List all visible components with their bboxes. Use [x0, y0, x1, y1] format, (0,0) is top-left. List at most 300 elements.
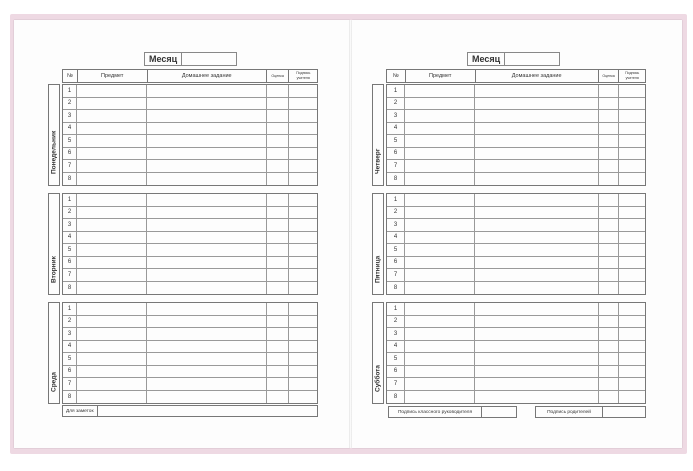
grade-cell[interactable]	[267, 85, 289, 97]
subject-cell[interactable]	[405, 257, 475, 269]
lesson-row	[387, 85, 645, 98]
homework-cell[interactable]	[475, 353, 599, 365]
lesson-row	[63, 316, 317, 329]
month-field-right[interactable]	[467, 52, 560, 66]
homework-cell[interactable]	[475, 135, 599, 147]
grade-cell[interactable]	[599, 366, 619, 378]
homework-cell[interactable]	[147, 366, 267, 378]
lesson-number: 6	[387, 148, 405, 160]
grade-cell[interactable]	[599, 316, 619, 328]
month-label: Месяц	[144, 52, 181, 66]
grade-cell[interactable]	[267, 232, 289, 244]
homework-cell[interactable]	[475, 148, 599, 160]
lesson-row	[63, 257, 317, 270]
lesson-number: 2	[63, 98, 77, 110]
homework-cell[interactable]	[147, 282, 267, 295]
subject-cell[interactable]	[405, 194, 475, 206]
col-grade-header: Оценка	[267, 70, 290, 82]
teacher-signature-cell[interactable]	[289, 123, 317, 135]
subject-cell[interactable]	[77, 366, 147, 378]
teacher-signature-cell[interactable]	[289, 303, 317, 315]
homework-cell[interactable]	[147, 328, 267, 340]
subject-cell[interactable]	[77, 110, 147, 122]
lesson-number: 4	[63, 341, 77, 353]
teacher-signature-cell[interactable]	[619, 316, 645, 328]
lesson-number: 7	[63, 269, 77, 281]
grade-cell[interactable]	[267, 366, 289, 378]
subject-cell[interactable]	[77, 219, 147, 231]
month-input[interactable]	[181, 52, 237, 66]
lesson-row	[63, 85, 317, 98]
subject-cell[interactable]	[77, 85, 147, 97]
subject-cell[interactable]	[77, 244, 147, 256]
lesson-number: 4	[63, 123, 77, 135]
day-name: Пятница	[374, 255, 382, 283]
subject-cell[interactable]	[405, 110, 475, 122]
lesson-row	[387, 303, 645, 316]
lesson-number: 8	[63, 173, 77, 186]
lesson-number: 3	[63, 219, 77, 231]
subject-cell[interactable]	[405, 148, 475, 160]
homework-cell[interactable]	[475, 257, 599, 269]
teacher-signature-cell[interactable]	[619, 135, 645, 147]
grade-cell[interactable]	[599, 110, 619, 122]
homework-cell[interactable]	[475, 391, 599, 404]
homework-cell[interactable]	[475, 378, 599, 390]
homework-cell[interactable]	[147, 123, 267, 135]
grade-cell[interactable]	[267, 160, 289, 172]
grade-cell[interactable]	[267, 194, 289, 206]
teacher-signature-cell[interactable]	[619, 257, 645, 269]
homework-cell[interactable]	[147, 135, 267, 147]
grade-cell[interactable]	[599, 232, 619, 244]
col-subject-header: Предмет	[406, 70, 476, 82]
subject-cell[interactable]	[77, 257, 147, 269]
grade-cell[interactable]	[599, 244, 619, 256]
subject-cell[interactable]	[405, 160, 475, 172]
lesson-number: 5	[387, 135, 405, 147]
grade-cell[interactable]	[599, 353, 619, 365]
notes-label: Для заметок	[62, 405, 97, 417]
subject-cell[interactable]	[77, 98, 147, 110]
teacher-signature-cell[interactable]	[619, 366, 645, 378]
teacher-signature-cell[interactable]	[289, 135, 317, 147]
lesson-number: 1	[387, 303, 405, 315]
grade-cell[interactable]	[599, 303, 619, 315]
teacher-signature-cell[interactable]	[619, 194, 645, 206]
lesson-row	[63, 135, 317, 148]
teacher-signature-cell[interactable]	[619, 173, 645, 186]
subject-cell[interactable]	[405, 98, 475, 110]
grade-cell[interactable]	[599, 135, 619, 147]
lesson-number: 4	[63, 232, 77, 244]
lesson-row	[387, 219, 645, 232]
grade-cell[interactable]	[599, 85, 619, 97]
teacher-signature-cell[interactable]	[289, 148, 317, 160]
teacher-signature-cell[interactable]	[619, 244, 645, 256]
subject-cell[interactable]	[405, 341, 475, 353]
subject-cell[interactable]	[405, 391, 475, 404]
teacher-signature-cell[interactable]	[619, 160, 645, 172]
grade-cell[interactable]	[267, 353, 289, 365]
subject-cell[interactable]	[405, 269, 475, 281]
month-label: Месяц	[467, 52, 504, 66]
lesson-row	[63, 110, 317, 123]
grade-cell[interactable]	[599, 269, 619, 281]
subject-cell[interactable]	[77, 135, 147, 147]
lesson-row	[63, 98, 317, 111]
lesson-number: 2	[63, 316, 77, 328]
teacher-signature-cell[interactable]	[619, 123, 645, 135]
day-block	[372, 193, 646, 295]
column-header-row	[62, 69, 318, 83]
lesson-number: 5	[387, 244, 405, 256]
lesson-number: 8	[387, 173, 405, 186]
month-field-left[interactable]	[144, 52, 237, 66]
subject-cell[interactable]	[77, 328, 147, 340]
day-label-cell	[48, 84, 60, 186]
lesson-number: 6	[387, 366, 405, 378]
teacher-signature-cell[interactable]	[289, 219, 317, 231]
homework-cell[interactable]	[147, 98, 267, 110]
teacher-signature-cell[interactable]	[619, 232, 645, 244]
homework-cell[interactable]	[147, 316, 267, 328]
subject-cell[interactable]	[77, 173, 147, 186]
subject-cell[interactable]	[405, 353, 475, 365]
lesson-number: 3	[387, 110, 405, 122]
subject-cell[interactable]	[77, 391, 147, 404]
homework-cell[interactable]	[147, 303, 267, 315]
teacher-signature-cell[interactable]	[619, 269, 645, 281]
lesson-row	[63, 173, 317, 186]
teacher-signature-cell[interactable]	[289, 244, 317, 256]
lesson-number: 3	[387, 328, 405, 340]
homework-cell[interactable]	[475, 316, 599, 328]
homework-cell[interactable]	[475, 232, 599, 244]
subject-cell[interactable]	[77, 194, 147, 206]
homework-cell[interactable]	[147, 85, 267, 97]
homework-cell[interactable]	[147, 148, 267, 160]
subject-cell[interactable]	[405, 378, 475, 390]
grade-cell[interactable]	[267, 282, 289, 295]
left-schedule-grid	[48, 69, 318, 403]
subject-cell[interactable]	[405, 328, 475, 340]
lesson-row	[387, 269, 645, 282]
col-signature-header: Подпись учителя	[625, 71, 640, 80]
homework-cell[interactable]	[147, 232, 267, 244]
subject-cell[interactable]	[77, 282, 147, 295]
homework-cell[interactable]	[475, 269, 599, 281]
grade-cell[interactable]	[599, 378, 619, 390]
teacher-signature-cell[interactable]	[289, 316, 317, 328]
homework-cell[interactable]	[475, 282, 599, 295]
grade-cell[interactable]	[267, 98, 289, 110]
grade-cell[interactable]	[599, 219, 619, 231]
teacher-signature-cell[interactable]	[619, 282, 645, 295]
teacher-signature-cell[interactable]	[619, 378, 645, 390]
day-block	[48, 302, 318, 404]
lesson-number: 7	[387, 160, 405, 172]
teacher-signature-cell[interactable]	[619, 98, 645, 110]
grade-cell[interactable]	[599, 328, 619, 340]
subject-cell[interactable]	[405, 219, 475, 231]
subject-cell[interactable]	[405, 303, 475, 315]
lesson-row	[387, 98, 645, 111]
day-name: Четверг	[374, 148, 382, 174]
grade-cell[interactable]	[599, 391, 619, 404]
lesson-row	[387, 378, 645, 391]
homework-cell[interactable]	[475, 341, 599, 353]
lesson-number: 5	[63, 244, 77, 256]
lesson-number: 1	[63, 194, 77, 206]
lesson-number: 2	[387, 207, 405, 219]
subject-cell[interactable]	[77, 232, 147, 244]
grade-cell[interactable]	[599, 194, 619, 206]
lesson-row	[63, 391, 317, 404]
lesson-number: 2	[63, 207, 77, 219]
subject-cell[interactable]	[77, 207, 147, 219]
homework-cell[interactable]	[475, 207, 599, 219]
parents-signature-input[interactable]	[602, 406, 646, 418]
grade-cell[interactable]	[267, 341, 289, 353]
homework-cell[interactable]	[147, 160, 267, 172]
teacher-signature-cell[interactable]	[619, 219, 645, 231]
grade-cell[interactable]	[267, 110, 289, 122]
teacher-signature-cell[interactable]	[619, 353, 645, 365]
homework-cell[interactable]	[147, 219, 267, 231]
homework-cell[interactable]	[475, 328, 599, 340]
homework-cell[interactable]	[147, 244, 267, 256]
homework-cell[interactable]	[147, 194, 267, 206]
lesson-row	[63, 303, 317, 316]
col-homework-header: Домашнее задание	[476, 70, 599, 82]
lesson-row	[63, 207, 317, 220]
lesson-rows	[386, 84, 646, 186]
homework-cell[interactable]	[147, 341, 267, 353]
day-name: Суббота	[374, 365, 382, 392]
notes-field[interactable]	[62, 405, 318, 417]
teacher-signature-cell[interactable]	[289, 328, 317, 340]
homework-cell[interactable]	[475, 98, 599, 110]
grade-cell[interactable]	[267, 303, 289, 315]
homework-cell[interactable]	[147, 353, 267, 365]
grade-cell[interactable]	[599, 282, 619, 295]
lesson-number: 4	[387, 123, 405, 135]
lesson-row	[63, 160, 317, 173]
day-name: Среда	[50, 371, 58, 392]
subject-cell[interactable]	[77, 316, 147, 328]
teacher-signature-cell[interactable]	[289, 173, 317, 186]
lesson-number: 2	[387, 98, 405, 110]
lesson-number: 5	[387, 353, 405, 365]
lesson-rows	[62, 193, 318, 295]
parents-signature-label: Подпись родителей	[535, 406, 602, 418]
lesson-number: 8	[63, 391, 77, 404]
col-grade-header: Оценка	[599, 70, 620, 82]
teacher-signature-cell[interactable]	[289, 110, 317, 122]
grade-cell[interactable]	[267, 316, 289, 328]
teacher-signature-cell[interactable]	[289, 378, 317, 390]
lesson-number: 4	[387, 341, 405, 353]
subject-cell[interactable]	[77, 123, 147, 135]
subject-cell[interactable]	[405, 316, 475, 328]
grade-cell[interactable]	[267, 257, 289, 269]
grade-cell[interactable]	[599, 148, 619, 160]
homework-cell[interactable]	[475, 110, 599, 122]
homework-cell[interactable]	[147, 257, 267, 269]
subject-cell[interactable]	[405, 173, 475, 186]
grade-cell[interactable]	[599, 160, 619, 172]
lesson-row	[63, 148, 317, 161]
lesson-row	[387, 244, 645, 257]
subject-cell[interactable]	[77, 341, 147, 353]
lesson-row	[387, 173, 645, 186]
lesson-row	[63, 378, 317, 391]
notes-input[interactable]	[97, 405, 318, 417]
lesson-row	[387, 123, 645, 136]
homework-cell[interactable]	[475, 85, 599, 97]
lesson-row	[387, 110, 645, 123]
teacher-signature-cell[interactable]	[289, 207, 317, 219]
teacher-signature-cell[interactable]	[289, 257, 317, 269]
subject-cell[interactable]	[77, 378, 147, 390]
subject-cell[interactable]	[405, 282, 475, 295]
homework-cell[interactable]	[475, 244, 599, 256]
teacher-signature-cell[interactable]	[289, 341, 317, 353]
teacher-signature-cell[interactable]	[289, 353, 317, 365]
signature-fields	[388, 406, 646, 418]
teacher-signature-cell[interactable]	[619, 303, 645, 315]
grade-cell[interactable]	[267, 123, 289, 135]
lesson-row	[387, 328, 645, 341]
grade-cell[interactable]	[267, 244, 289, 256]
lesson-number: 1	[387, 85, 405, 97]
grade-cell[interactable]	[599, 173, 619, 186]
grade-cell[interactable]	[267, 207, 289, 219]
teacher-signature-cell[interactable]	[619, 391, 645, 404]
day-block	[372, 84, 646, 186]
homework-cell[interactable]	[147, 269, 267, 281]
lesson-number: 6	[63, 366, 77, 378]
lesson-row	[387, 353, 645, 366]
grade-cell[interactable]	[599, 257, 619, 269]
lesson-row	[387, 366, 645, 379]
subject-cell[interactable]	[77, 160, 147, 172]
homework-cell[interactable]	[475, 303, 599, 315]
grade-cell[interactable]	[267, 328, 289, 340]
teacher-signature-cell[interactable]	[619, 148, 645, 160]
grade-cell[interactable]	[267, 135, 289, 147]
homework-cell[interactable]	[475, 366, 599, 378]
lesson-number: 6	[63, 257, 77, 269]
lesson-row	[387, 341, 645, 354]
grade-cell[interactable]	[599, 123, 619, 135]
subject-cell[interactable]	[77, 148, 147, 160]
grade-cell[interactable]	[599, 341, 619, 353]
teacher-signature-cell[interactable]	[289, 232, 317, 244]
day-label-cell	[48, 302, 60, 404]
lesson-row	[387, 232, 645, 245]
lesson-row	[63, 353, 317, 366]
subject-cell[interactable]	[405, 244, 475, 256]
teacher-signature-cell[interactable]	[619, 207, 645, 219]
teacher-signature-cell[interactable]	[619, 85, 645, 97]
grade-cell[interactable]	[267, 391, 289, 404]
teacher-signature-cell[interactable]	[289, 269, 317, 281]
grade-cell[interactable]	[599, 207, 619, 219]
grade-cell[interactable]	[267, 219, 289, 231]
subject-cell[interactable]	[405, 366, 475, 378]
month-input[interactable]	[504, 52, 560, 66]
lesson-row	[63, 244, 317, 257]
homework-cell[interactable]	[147, 110, 267, 122]
teacher-signature-cell[interactable]	[289, 85, 317, 97]
grade-cell[interactable]	[267, 269, 289, 281]
homework-cell[interactable]	[147, 207, 267, 219]
subject-cell[interactable]	[77, 303, 147, 315]
homework-cell[interactable]	[147, 173, 267, 186]
subject-cell[interactable]	[405, 135, 475, 147]
homework-cell[interactable]	[475, 173, 599, 186]
teacher-signature-cell[interactable]	[289, 282, 317, 295]
lesson-row	[63, 194, 317, 207]
lesson-rows	[62, 84, 318, 186]
teacher-signature-cell[interactable]	[289, 366, 317, 378]
homework-cell[interactable]	[147, 391, 267, 404]
class-teacher-signature-input[interactable]	[481, 406, 517, 418]
grade-cell[interactable]	[267, 378, 289, 390]
grade-cell[interactable]	[267, 148, 289, 160]
lesson-row	[63, 123, 317, 136]
lesson-row	[63, 366, 317, 379]
day-name: Понедельник	[50, 130, 58, 174]
lesson-row	[63, 269, 317, 282]
subject-cell[interactable]	[405, 85, 475, 97]
subject-cell[interactable]	[405, 207, 475, 219]
lesson-number: 5	[63, 353, 77, 365]
subject-cell[interactable]	[405, 123, 475, 135]
homework-cell[interactable]	[475, 194, 599, 206]
teacher-signature-cell[interactable]	[619, 110, 645, 122]
teacher-signature-cell[interactable]	[289, 160, 317, 172]
day-block	[48, 193, 318, 295]
lesson-number: 1	[63, 303, 77, 315]
homework-cell[interactable]	[475, 219, 599, 231]
homework-cell[interactable]	[475, 160, 599, 172]
teacher-signature-cell[interactable]	[619, 341, 645, 353]
lesson-row	[387, 316, 645, 329]
teacher-signature-cell[interactable]	[289, 391, 317, 404]
lesson-number: 7	[63, 160, 77, 172]
grade-cell[interactable]	[267, 173, 289, 186]
lesson-row	[387, 148, 645, 161]
lesson-number: 6	[387, 257, 405, 269]
lesson-row	[63, 341, 317, 354]
teacher-signature-cell[interactable]	[619, 328, 645, 340]
grade-cell[interactable]	[599, 98, 619, 110]
subject-cell[interactable]	[405, 232, 475, 244]
teacher-signature-cell[interactable]	[289, 98, 317, 110]
homework-cell[interactable]	[147, 378, 267, 390]
lesson-number: 3	[63, 110, 77, 122]
subject-cell[interactable]	[77, 353, 147, 365]
lesson-rows	[62, 302, 318, 404]
subject-cell[interactable]	[77, 269, 147, 281]
homework-cell[interactable]	[475, 123, 599, 135]
day-label-cell	[48, 193, 60, 295]
teacher-signature-cell[interactable]	[289, 194, 317, 206]
col-subject-header: Предмет	[78, 70, 148, 82]
